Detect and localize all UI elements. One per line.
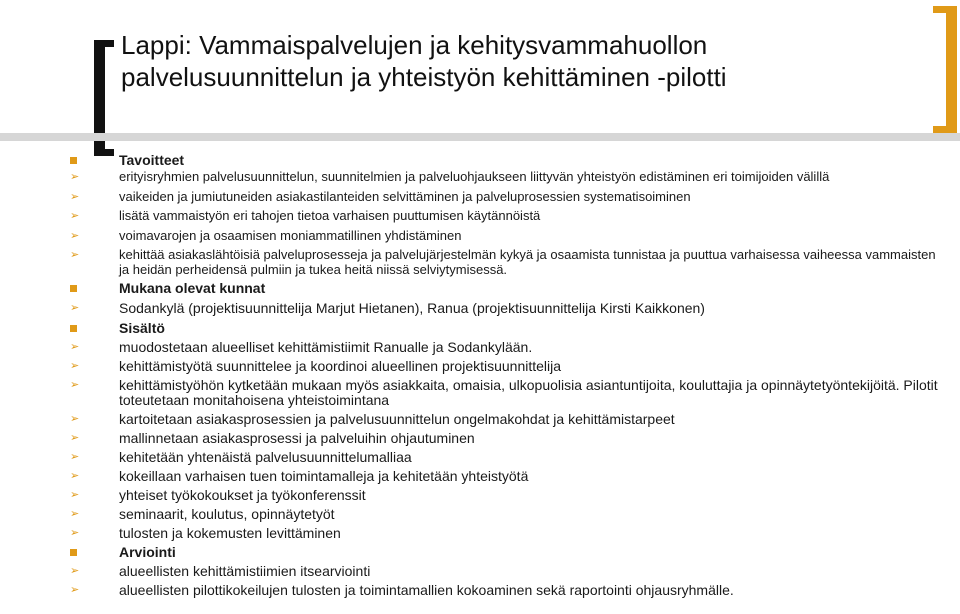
- arrow-bullet-icon: ➢: [70, 432, 80, 444]
- list-item: ➢ yhteiset työkokoukset ja työkonferenssit: [70, 487, 366, 503]
- arrow-bullet-icon: ➢: [70, 190, 80, 203]
- list-item: ➢ erityisryhmien palvelusuunnittelun, suunnitelmien ja palveluohjaukseen liittyvän yhteistyön edistäminen eri toimijoiden välillä: [70, 169, 830, 184]
- slide-title-line-1: Lappi: Vammaispalvelujen ja kehitysvammahuollon: [121, 30, 708, 60]
- list-item: ➢ kehittää asiakaslähtöisiä palveluprosesseja ja palvelujärjestelmän kykyä ja osaamista tunnistaa ja puuttua varhaisessa vaiheessa vammaisten ja heidän perheidensä pulmiin ja tukea heitä niissä selviytymisessä.: [70, 247, 936, 277]
- list-item: ➢ mallinnetaan asiakasprosessi ja palveluihin ohjautuminen: [70, 430, 475, 446]
- arrow-bullet-icon: ➢: [70, 210, 80, 222]
- list-item: ➢ alueellisten kehittämistiimien itsearviointi: [70, 563, 371, 579]
- arrow-bullet-icon: ➢: [70, 451, 80, 463]
- square-bullet-icon: [70, 157, 77, 164]
- heading-sisalto: Sisältö: [0, 320, 949, 336]
- heading-arviointi: Arviointi: [0, 544, 949, 560]
- arrow-bullet-icon: ➢: [70, 413, 80, 425]
- arrow-bullet-icon: ➢: [70, 229, 80, 242]
- list-item: ➢ kehittämistyöhön kytketään mukaan myös asiakkaita, omaisia, ulkopuolisia asiantuntijoita, kouluttajia ja opinnäytetyöntekijöitä. Pilotit toteutetaan monitahoisena yhteistoimintana: [70, 377, 938, 408]
- arrow-bullet-icon: ➢: [70, 527, 80, 539]
- list-item: ➢ seminaarit, koulutus, opinnäytetyöt: [70, 506, 335, 522]
- list-item: ➢ voimavarojen ja osaamisen moniammatillinen yhdistäminen: [70, 227, 462, 243]
- arrow-bullet-icon: ➢: [70, 584, 80, 596]
- arrow-bullet-icon: ➢: [70, 470, 80, 482]
- arrow-bullet-icon: ➢: [70, 171, 80, 183]
- title-divider: [0, 133, 960, 141]
- list-item: ➢ lisätä vammaistyön eri tahojen tietoa varhaisen puuttumisen käytännöistä: [70, 208, 541, 223]
- arrow-bullet-icon: ➢: [70, 489, 80, 501]
- arrow-bullet-icon: ➢: [70, 565, 80, 577]
- bullet-list: [0, 150, 960, 598]
- heading-mukana-olevat-kunnat: Mukana olevat kunnat: [0, 280, 949, 296]
- list-item: ➢ kartoitetaan asiakasprosessien ja palvelusuunnittelun ongelmakohdat ja kehittämistarpeet: [70, 411, 675, 427]
- slide-title-line-2: palvelusuunnittelun ja yhteistyön kehittäminen -pilotti: [121, 62, 727, 92]
- heading-tavoitteet: Tavoitteet: [0, 152, 949, 168]
- list-item: ➢ vaikeiden ja jumiutuneiden asiakastilanteiden selvittäminen ja palveluprosessien systematisoiminen: [70, 188, 691, 204]
- list-item: ➢ tulosten ja kokemusten levittäminen: [70, 525, 341, 541]
- arrow-bullet-icon: ➢: [70, 379, 80, 391]
- square-bullet-icon: [70, 549, 77, 556]
- arrow-bullet-icon: ➢: [70, 302, 80, 314]
- square-bullet-icon: [70, 325, 77, 332]
- list-item: ➢ Sodankylä (projektisuunnittelija Marjut Hietanen), Ranua (projektisuunnittelija Kirsti Kaikkonen): [70, 300, 705, 316]
- arrow-bullet-icon: ➢: [70, 341, 80, 353]
- list-item: ➢ kehittämistyötä suunnittelee ja koordinoi alueellinen projektisuunnittelija: [70, 358, 562, 374]
- slide-title: [121, 29, 727, 93]
- list-item: ➢ alueellisten pilottikokeilujen tulosten ja toimintamallien kokoaminen sekä raportointi ohjausryhmälle.: [70, 582, 734, 598]
- right-bracket-decoration: [933, 6, 957, 133]
- arrow-bullet-icon: ➢: [70, 360, 80, 372]
- square-bullet-icon: [70, 285, 77, 292]
- arrow-bullet-icon: ➢: [70, 249, 80, 261]
- list-item: ➢ kehitetään yhtenäistä palvelusuunnittelumalliaa: [70, 449, 412, 465]
- list-item: ➢ muodostetaan alueelliset kehittämistiimit Ranualle ja Sodankylään.: [70, 339, 533, 355]
- list-item: ➢ kokeillaan varhaisen tuen toimintamalleja ja kehitetään yhteistyötä: [70, 468, 529, 484]
- arrow-bullet-icon: ➢: [70, 508, 80, 520]
